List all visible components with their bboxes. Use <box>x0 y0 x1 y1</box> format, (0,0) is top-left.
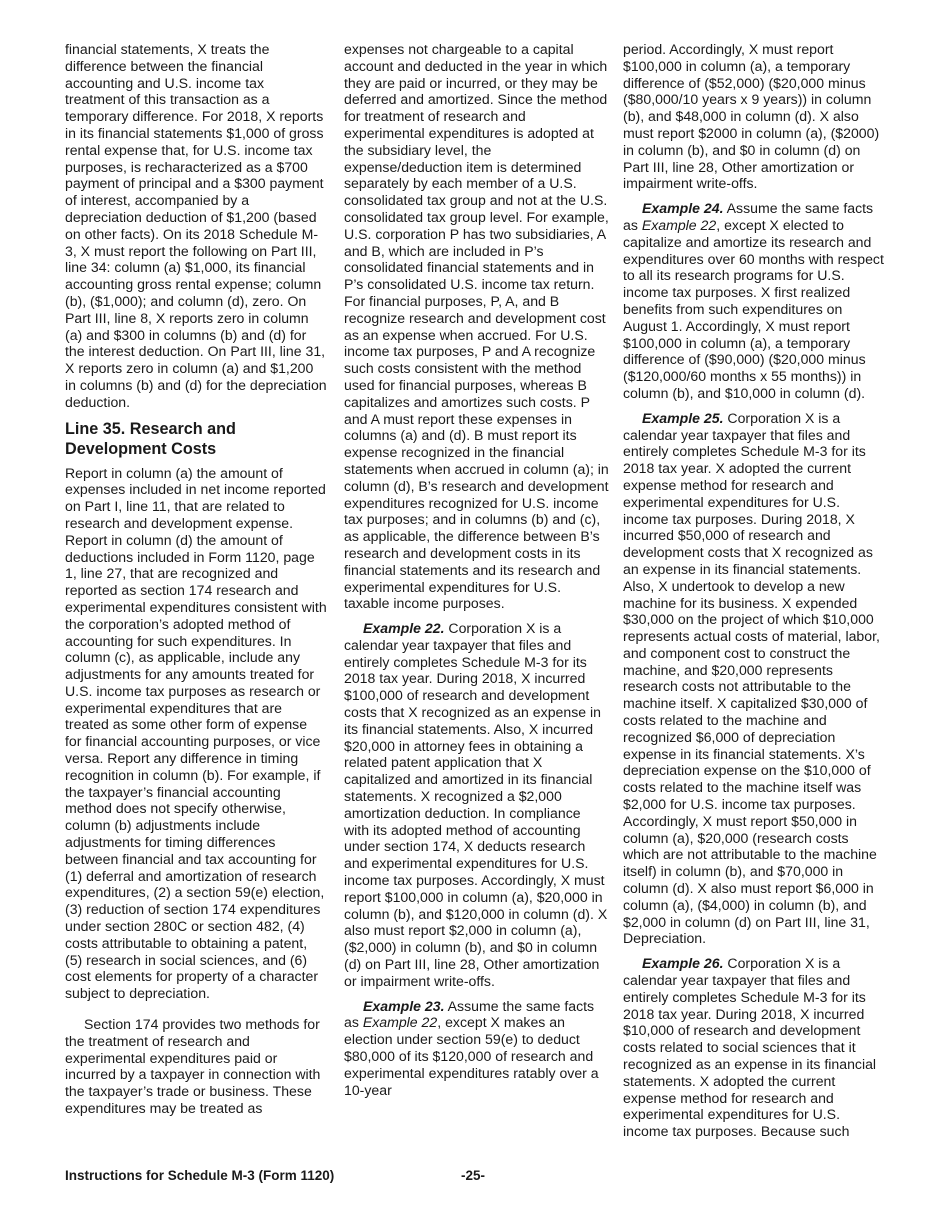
paragraph: expenses not chargeable to a capital account and deducted in the year in which they are paid or incurred, or they may be deferred and amortized. Since the method for treatment of research and experimental expenditures is adopted at the subsidiary level, the expense/deduction item is determined separately by each member of a U.S. consolidated tax group and not at the U.S. consolidated tax group level. For example, U.S. corporation P has two subsidiaries, A and B, which are included in P’s consolidated financial statements and in P’s consolidated U.S. income tax return. For financial purposes, P, A, and B recognize research and development cost as an expense when accrued. For U.S. income tax purposes, P and A recognize such costs consistent with the method used for financial purposes, whereas B capitalizes and amortizes such costs. P and A must report these expenses in columns (a) and (d). B must report its expense recognized in the financial statements when accrued in column (a); in column (d), B’s research and development expenditures recognized for U.S. income tax purposes; and in columns (b) and (c), as applicable, the difference between B’s research and development costs in its financial statements and its research and experimental expenditures for U.S. taxable income purposes. <box>344 41 609 612</box>
example-label: Example 25. <box>642 409 724 426</box>
example-text: Assume the same facts as <box>344 997 595 1031</box>
example-label: Example 22. <box>363 620 445 637</box>
example-24 <box>623 200 887 402</box>
example-text: , except X makes an election under section 59(e) to deduct $80,000 of its $120,000 of research and experimental expenditures ratably over a 10-year <box>344 1014 599 1098</box>
example-22 <box>344 620 609 990</box>
column-2 <box>344 41 609 1106</box>
example-text: Assume the same facts as <box>623 200 874 233</box>
paragraph: Report in column (a) the amount of expenses included in net income reported on Part I, line 11, that are related to research and development expense. Report in column (d) the amount of deductions included in Form 1120, page 1, line 27, that are recognized and reported as section 174 research and experimental expenditures consistent with the corporation’s adopted method of accounting for such expenditures. In column (c), as applicable, include any adjustments for any amounts treated for U.S. income tax purposes as research or experimental expenditures that are treated as some other form of expense for financial accounting purposes, or vice versa. Report any difference in timing recognition in column (b). For example, if the taxpayer’s financial accounting method does not specify otherwise, column (b) adjustments include adjustments for timing differences between financial and tax accounting for (1) deferral and amortization of research expenditures, (2) a section 59(e) election, (3) reduction of section 174 expenditures under section 280C or section 482, (4) costs attributable to obtaining a patent, (5) research in social sciences, and (6) cost elements for property of a character subject to depreciation. <box>65 464 327 1002</box>
column-1 <box>65 41 327 1125</box>
paragraph: Section 174 provides two methods for the treatment of research and experimental expenditures paid or incurred by a taxpayer in connection with the taxpayer’s trade or business. These expenditures may be treated as <box>65 1016 321 1117</box>
example-text: Corporation X is a calendar year taxpayer that files and entirely completes Schedule M-3 for its 2018 tax year. During 2018, X incurred $10,000 of research and development costs related to social sciences that it recognized as an expense in its financial statements. X adopted the current expense method for research and experimental expenditures for U.S. income tax purposes. Because such <box>623 955 877 1140</box>
paragraph: period. Accordingly, X must report $100,000 in column (a), a temporary difference of ($52,000) ($20,000 minus ($80,000/10 years x 9 years)) in column (b), and $48,000 in column (d). X also must report $2000 in column (a), ($2000) in column (b), and $0 in column (d) on Part III, line 28, Other amortization or impairment write-offs. <box>623 41 880 192</box>
example-23 <box>344 998 609 1099</box>
example-25 <box>623 410 887 948</box>
example-text: , except X elected to capitalize and amortize its research and expenditures over 60 months with respect to all its research programs for U.S. income tax purposes. X first realized benefits from such expenditures on August 1. Accordingly, X must report $100,000 in column (a), a temporary difference of ($90,000) ($20,000 minus ($120,000/60 months x 55 months)) in column (b), and $10,000 in column (d). <box>623 216 884 401</box>
section-heading-line-35: Line 35. Research and Development Costs <box>65 419 236 458</box>
example-26 <box>623 955 887 1140</box>
example-label: Example 23. <box>363 997 445 1014</box>
example-reference: Example 22 <box>641 216 717 233</box>
paragraph: financial statements, X treats the difference between the financial accounting and U.S. income tax treatment of this transaction as a temporary difference. For 2018, X reports in its financial statements $1,000 of gross rental expense that, for U.S. income tax purposes, is recharacterized as a $700 payment of principal and a $300 payment of interest, accompanied by a depreciation deduction of $1,200 (based on other facts). On its 2018 Schedule M-3, X must report the following on Part III, line 34: column (a) $1,000, its financial accounting gross rental expense; column (b), ($1,000); and column (d), zero. On Part III, line 8, X reports zero in column (a) and $300 in columns (b) and (d) for the interest deduction. On Part III, line 31, X reports zero in column (a) and $1,200 in columns (b) and (d) for the depreciation deduction. <box>65 41 327 410</box>
example-label: Example 24. <box>642 200 724 217</box>
example-text: Corporation X is a calendar year taxpayer that files and entirely completes Schedule M-3 for its 2018 tax year. X adopted the current expense method for research and experimental expenditures for U.S. income tax purposes. During 2018, X incurred $50,000 of research and development costs that X recognized as an expense in its financial statements. Also, X undertook to develop a new machine for its business. X expended $30,000 on the project of which $10,000 represents actual costs of material, labor, and component cost to construct the machine, and $20,000 represents research costs not attributable to the machine itself. X capitalized $30,000 of costs related to the machine and recognized $6,000 of depreciation expense in its financial statements. X’s depreciation expense on the $10,000 of costs related to the machine itself was $2,000 for U.S. income tax purposes. Accordingly, X must report $50,000 in column (a), $20,000 (research costs which are not attributable to the machine itself) in column (b), and $70,000 in column (d). X also must report $6,000 in column (a), ($4,000) in column (b), and $2,000 in column (d) on Part III, line 31, Depreciation. <box>623 409 880 947</box>
footer-document-title: Instructions for Schedule M-3 (Form 1120) <box>65 1168 335 1183</box>
example-reference: Example 22 <box>362 1014 438 1031</box>
page-number: -25- <box>461 1168 486 1183</box>
example-label: Example 26. <box>642 955 724 972</box>
column-3 <box>623 41 887 1148</box>
example-text: Corporation X is a calendar year taxpayer that files and entirely completes Schedule M-3 for its 2018 tax year. During 2018, X incurred $100,000 of research and development costs that X recognized as an expense in its financial statements. Also, X incurred $20,000 in attorney fees in obtaining a related patent application that X capitalized and amortized in its financial statements. X recognized a $2,000 amortization deduction. In compliance with its adopted method of accounting under section 174, X deducts research and experimental expenditures for U.S. income tax purposes. Accordingly, X must report $100,000 in column (a), $20,000 in column (b), and $120,000 in column (d). X also must report $2,000 in column (a), ($2,000) in column (b), and $0 in column (d) on Part III, line 28, Other amortization or impairment write-offs. <box>344 620 608 989</box>
